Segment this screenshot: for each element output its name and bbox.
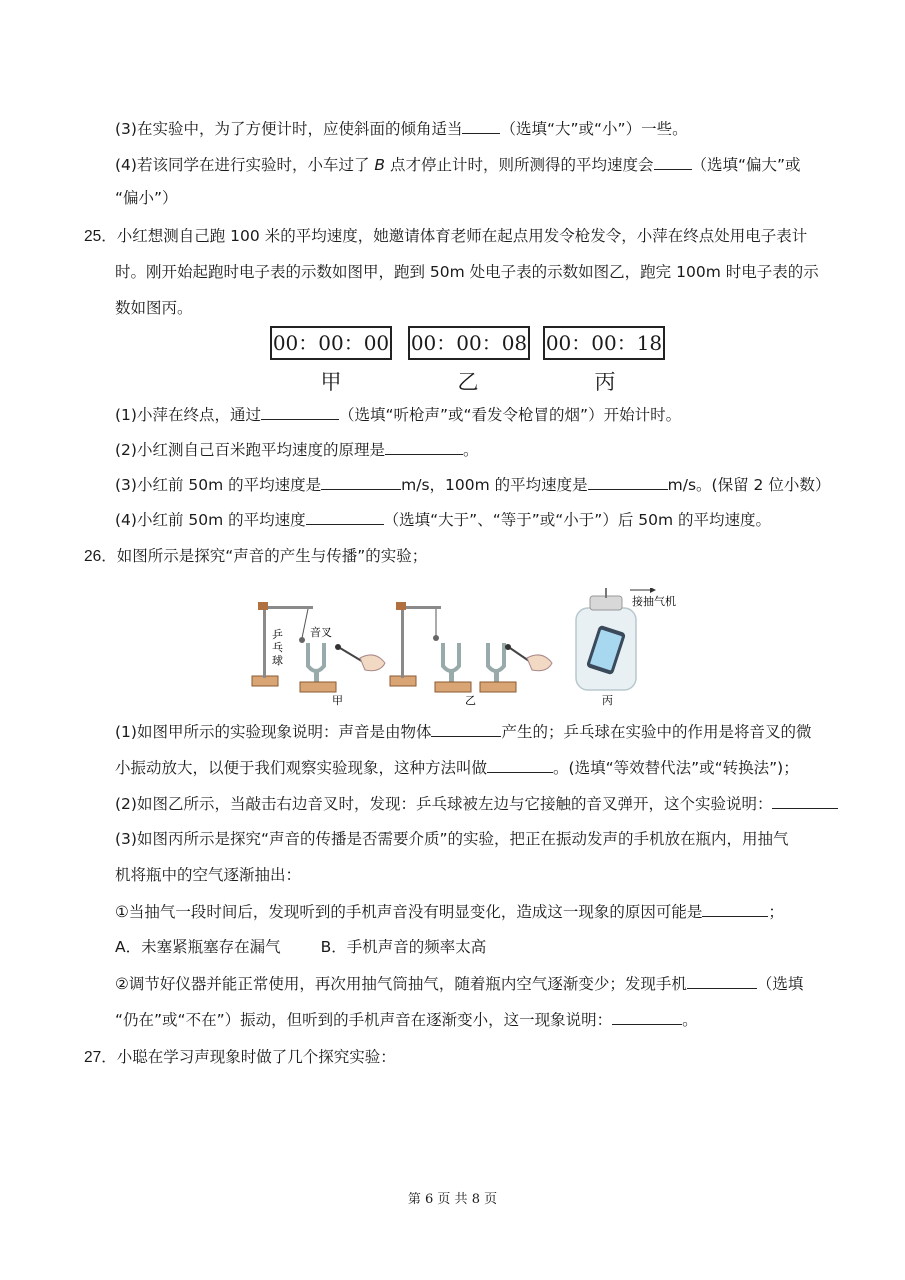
q25-part3	[115, 473, 830, 496]
stopwatch-label-c: 丙	[594, 370, 616, 394]
answer-blank[interactable]	[321, 473, 401, 490]
answer-blank[interactable]	[261, 403, 339, 420]
option-a[interactable]: A．未塞紧瓶塞存在漏气	[115, 938, 281, 956]
text: (2)如图乙所示，当敲击右边音叉时，发现：乒乓球被左边与它接触的音叉弹开，这个实验说明：	[115, 795, 773, 813]
ball-label: 乒 乓 球	[272, 628, 283, 667]
q24-part4-cont: “偏小”）	[115, 189, 178, 207]
answer-blank[interactable]	[654, 153, 692, 170]
answer-blank[interactable]	[772, 792, 838, 809]
answer-blank[interactable]	[487, 756, 553, 773]
figure-a-apparatus	[252, 602, 385, 707]
text: 产生的；乒乓球在实验中的作用是将音叉的微	[501, 723, 812, 741]
text: (1)小萍在终点，通过	[115, 406, 261, 424]
q26-options	[115, 936, 486, 958]
q25-part1	[115, 403, 681, 426]
ping-pong-ball-icon	[299, 637, 305, 643]
q25-stem-1	[84, 225, 807, 248]
page-footer: 第 6 页 共 8 页	[407, 1192, 498, 1207]
q25-stem-2: 时。刚开始起跑时电子表的示数如图甲，跑到 50m 处电子表的示数如图乙，跑完 100m 时电子表的示	[115, 263, 819, 281]
sound-experiment-figure	[240, 588, 690, 713]
answer-blank[interactable]	[306, 508, 384, 525]
hand-icon	[360, 655, 385, 671]
q25-part4	[115, 508, 771, 531]
text: (2)小红测自己百米跑平均速度的原理是	[115, 441, 385, 459]
text: m/s，100m 的平均速度是	[401, 476, 588, 494]
hand-icon	[527, 655, 552, 671]
text: ②调节好仪器并能正常使用，再次用抽气筒抽气，随着瓶内空气逐渐变少；发现手机	[115, 975, 687, 993]
q24-part4	[115, 153, 801, 176]
answer-blank[interactable]	[385, 438, 463, 455]
text: 如图所示是探究“声音的产生与传播”的实验；	[116, 547, 428, 565]
text: 小聪在学习声现象时做了几个探究实验：	[116, 1048, 396, 1066]
text: （选填“偏大”或	[691, 156, 801, 174]
q25-part2	[115, 438, 478, 461]
stopwatch-label-b: 乙	[457, 370, 479, 394]
q26-sub2	[115, 972, 803, 995]
option-b[interactable]: B．手机声音的频率太高	[320, 938, 487, 956]
text: (3)小红前 50m 的平均速度是	[115, 476, 322, 494]
sub-label-a: 甲	[332, 694, 343, 707]
text: (4)小红前 50m 的平均速度	[115, 511, 306, 529]
q26-sub1	[115, 900, 784, 923]
question-number: 25．	[84, 228, 117, 245]
text: （选填	[756, 975, 804, 993]
q26-part1-cont	[115, 756, 799, 779]
pump-label: 接抽气机	[632, 595, 676, 608]
stopwatch-display-a: 00：00：00	[270, 326, 392, 360]
text: 。	[462, 441, 479, 459]
fork-label: 音叉	[310, 626, 332, 639]
q26-part3-cont: 机将瓶中的空气逐渐抽出：	[115, 866, 302, 884]
stopwatch-display-c: 00：00：18	[543, 326, 665, 360]
text: 小红想测自己跑 100 米的平均速度，她邀请体育老师在起点用发令枪发令，小萍在终点处用电子表计	[116, 227, 808, 245]
stopwatch-display-b: 00：00：08	[408, 326, 530, 360]
q26-stem	[84, 545, 427, 568]
answer-blank[interactable]	[588, 473, 668, 490]
ping-pong-ball-icon	[433, 635, 439, 641]
text: 。	[682, 1011, 698, 1029]
text: 。(选填“等效替代法”或“转换法”)；	[553, 759, 799, 777]
q26-part3: (3)如图丙所示是探究“声音的传播是否需要介质”的实验，把正在振动发声的手机放在瓶内，用抽气	[115, 830, 789, 848]
sub-label-c: 丙	[602, 694, 613, 707]
answer-blank[interactable]	[612, 1008, 682, 1025]
text: （选填“听枪声”或“看发令枪冒的烟”）开始计时。	[338, 406, 682, 424]
text: (4)若该同学在进行实验时，小车过了	[115, 156, 370, 174]
sub-label-b: 乙	[465, 694, 476, 707]
q24-part3	[115, 117, 688, 140]
q25-stem-3: 数如图丙。	[115, 299, 193, 317]
q27-stem	[84, 1046, 396, 1069]
answer-blank[interactable]	[702, 900, 768, 917]
stopwatch-label-a: 甲	[320, 370, 342, 394]
figure-b-apparatus	[390, 602, 552, 707]
variable: B	[374, 156, 386, 174]
text: （选填“大”或“小”）一些。	[500, 120, 688, 138]
text: ①当抽气一段时间后，发现听到的手机声音没有明显变化，造成这一现象的原因可能是	[115, 903, 703, 921]
answer-blank[interactable]	[462, 117, 500, 134]
text: （选填“大于”、“等于”或“小于”）后 50m 的平均速度。	[383, 511, 771, 529]
text: (3)在实验中，为了方便计时，应使斜面的倾角适当	[115, 120, 463, 138]
q26-part1	[115, 720, 811, 743]
tuning-fork-right-icon	[488, 643, 504, 671]
q26-sub2-cont	[115, 1008, 698, 1031]
text: m/s。(保留 2 位小数）	[667, 476, 831, 494]
q26-part2	[115, 792, 838, 815]
answer-blank[interactable]	[431, 720, 501, 737]
text: “仍在”或“不在”）振动，但听到的手机声音在逐渐变小，这一现象说明：	[115, 1011, 613, 1029]
stopwatch-figure	[270, 326, 670, 396]
question-number: 26．	[84, 548, 117, 565]
text: (1)如图甲所示的实验现象说明：声音是由物体	[115, 723, 432, 741]
thread-line	[302, 609, 308, 638]
figure-c-apparatus	[576, 588, 676, 707]
text: 点才停止计时，则所测得的平均速度会	[389, 156, 654, 174]
answer-blank[interactable]	[687, 972, 757, 989]
text: 小振动放大，以便于我们观察实验现象，这种方法叫做	[115, 759, 488, 777]
tuning-fork-left-icon	[443, 643, 459, 671]
question-number: 27．	[84, 1049, 117, 1066]
tuning-fork-icon	[308, 643, 324, 671]
text: ；	[768, 903, 784, 921]
